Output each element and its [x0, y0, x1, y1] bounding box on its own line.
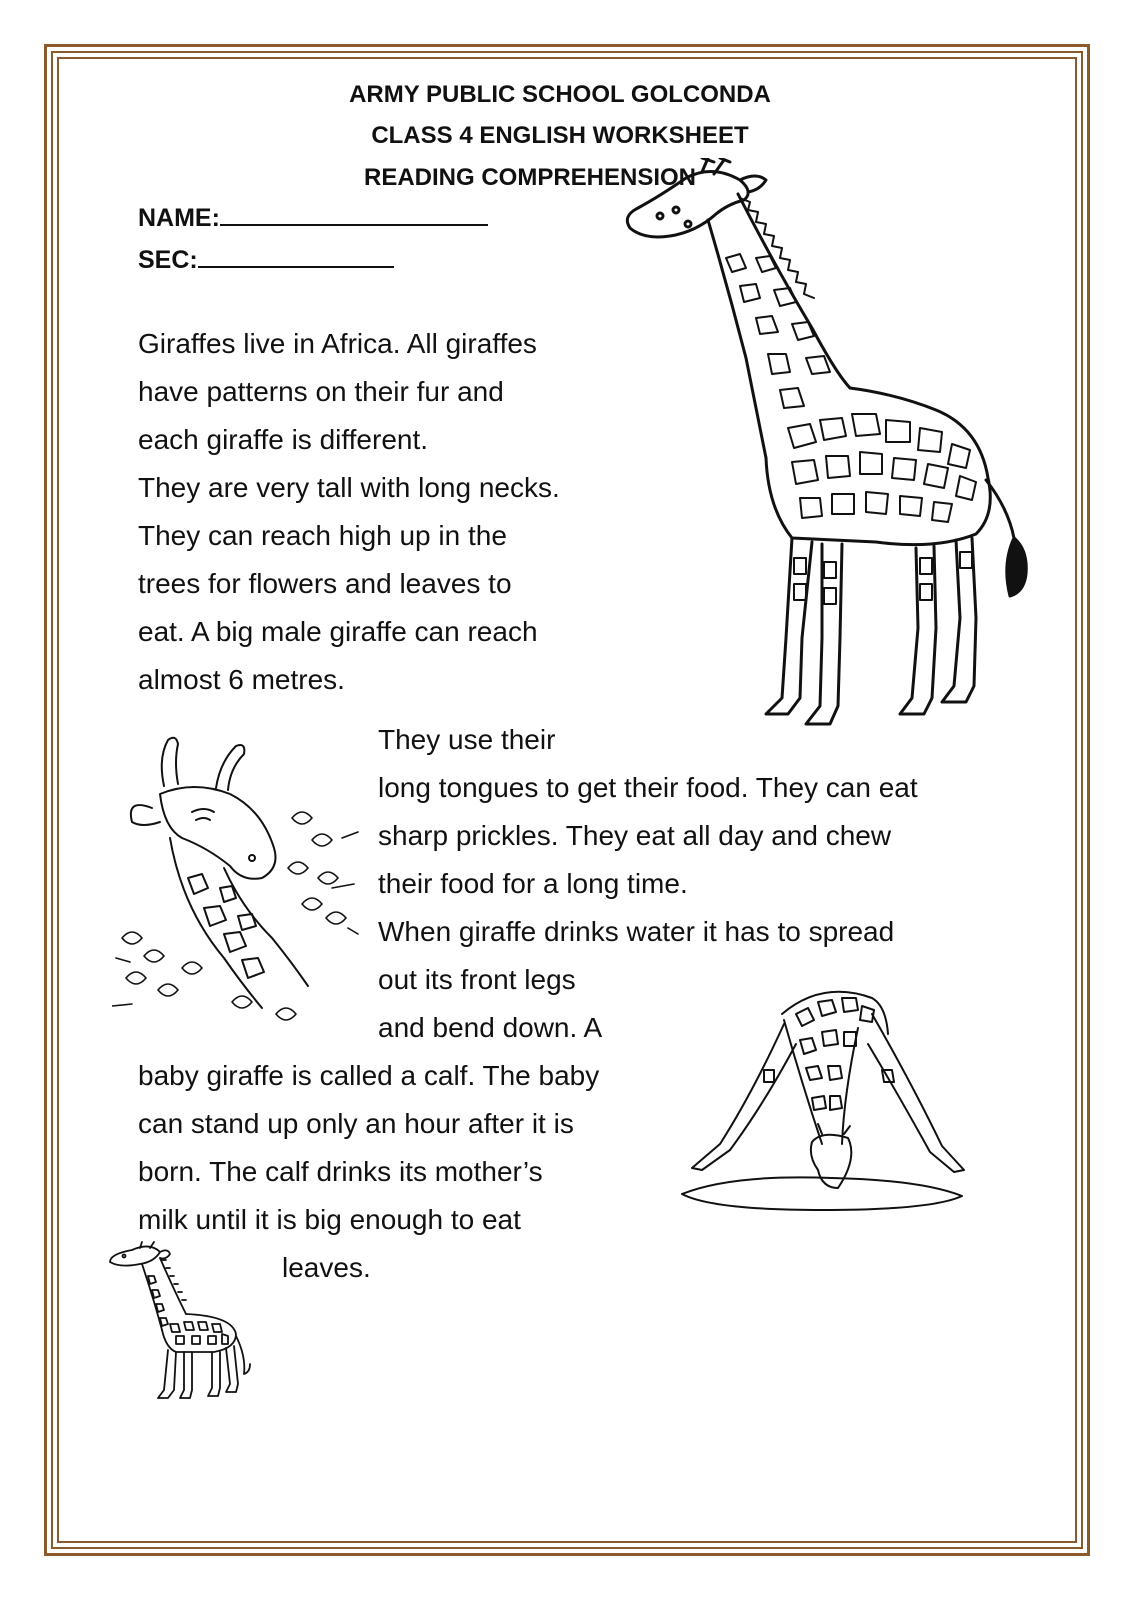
passage-last-word: [282, 1244, 371, 1292]
passage-line: long tongues to get their food. They can eat: [378, 772, 918, 803]
giraffe-eating-leaves-illustration: [112, 728, 362, 1028]
passage-line: eat. A big male giraffe can reach: [138, 616, 538, 647]
passage-line: almost 6 metres.: [138, 664, 345, 695]
worksheet-title: CLASS 4 ENGLISH WORKSHEET: [371, 122, 749, 149]
worksheet-topic: READING COMPREHENSION: [363, 164, 697, 191]
passage-line: They use their: [378, 724, 556, 755]
passage-line: and bend down. A: [378, 1012, 603, 1043]
small-giraffe-illustration: [104, 1240, 256, 1402]
passage-line: leaves.: [282, 1252, 371, 1283]
passage-line: When giraffe drinks water it has to spread: [378, 916, 895, 947]
passage-line: out its front legs: [378, 964, 576, 995]
passage-line: each giraffe is different.: [138, 424, 429, 455]
giraffe-drinking-illustration: [672, 974, 972, 1220]
section-field[interactable]: [138, 242, 394, 275]
passage-line: Giraffes live in Africa. All giraffes: [138, 328, 537, 359]
section-label: SEC:: [138, 246, 198, 274]
section-blank-line[interactable]: [198, 242, 394, 268]
name-label: NAME:: [138, 204, 220, 232]
passage-line: have patterns on their fur and: [138, 376, 504, 407]
passage-paragraph-3: [138, 1052, 599, 1244]
passage-line: milk until it is big enough to eat: [138, 1204, 521, 1235]
name-blank-line[interactable]: [220, 200, 488, 226]
passage-line: They can reach high up in the: [138, 520, 507, 551]
passage-line: their food for a long time.: [378, 868, 688, 899]
giraffe-standing-illustration: [616, 158, 1046, 738]
passage-line: sharp prickles. They eat all day and chew: [378, 820, 892, 851]
passage-line: They are very tall with long necks.: [138, 472, 560, 503]
passage-line: born. The calf drinks its mother’s: [138, 1156, 543, 1187]
passage-line: can stand up only an hour after it is: [138, 1108, 574, 1139]
name-field[interactable]: [138, 200, 488, 233]
passage-line: trees for flowers and leaves to: [138, 568, 512, 599]
passage-line: baby giraffe is called a calf. The baby: [138, 1060, 600, 1091]
passage-paragraph-1: [138, 320, 560, 704]
school-title: ARMY PUBLIC SCHOOL GOLCONDA: [349, 81, 771, 108]
